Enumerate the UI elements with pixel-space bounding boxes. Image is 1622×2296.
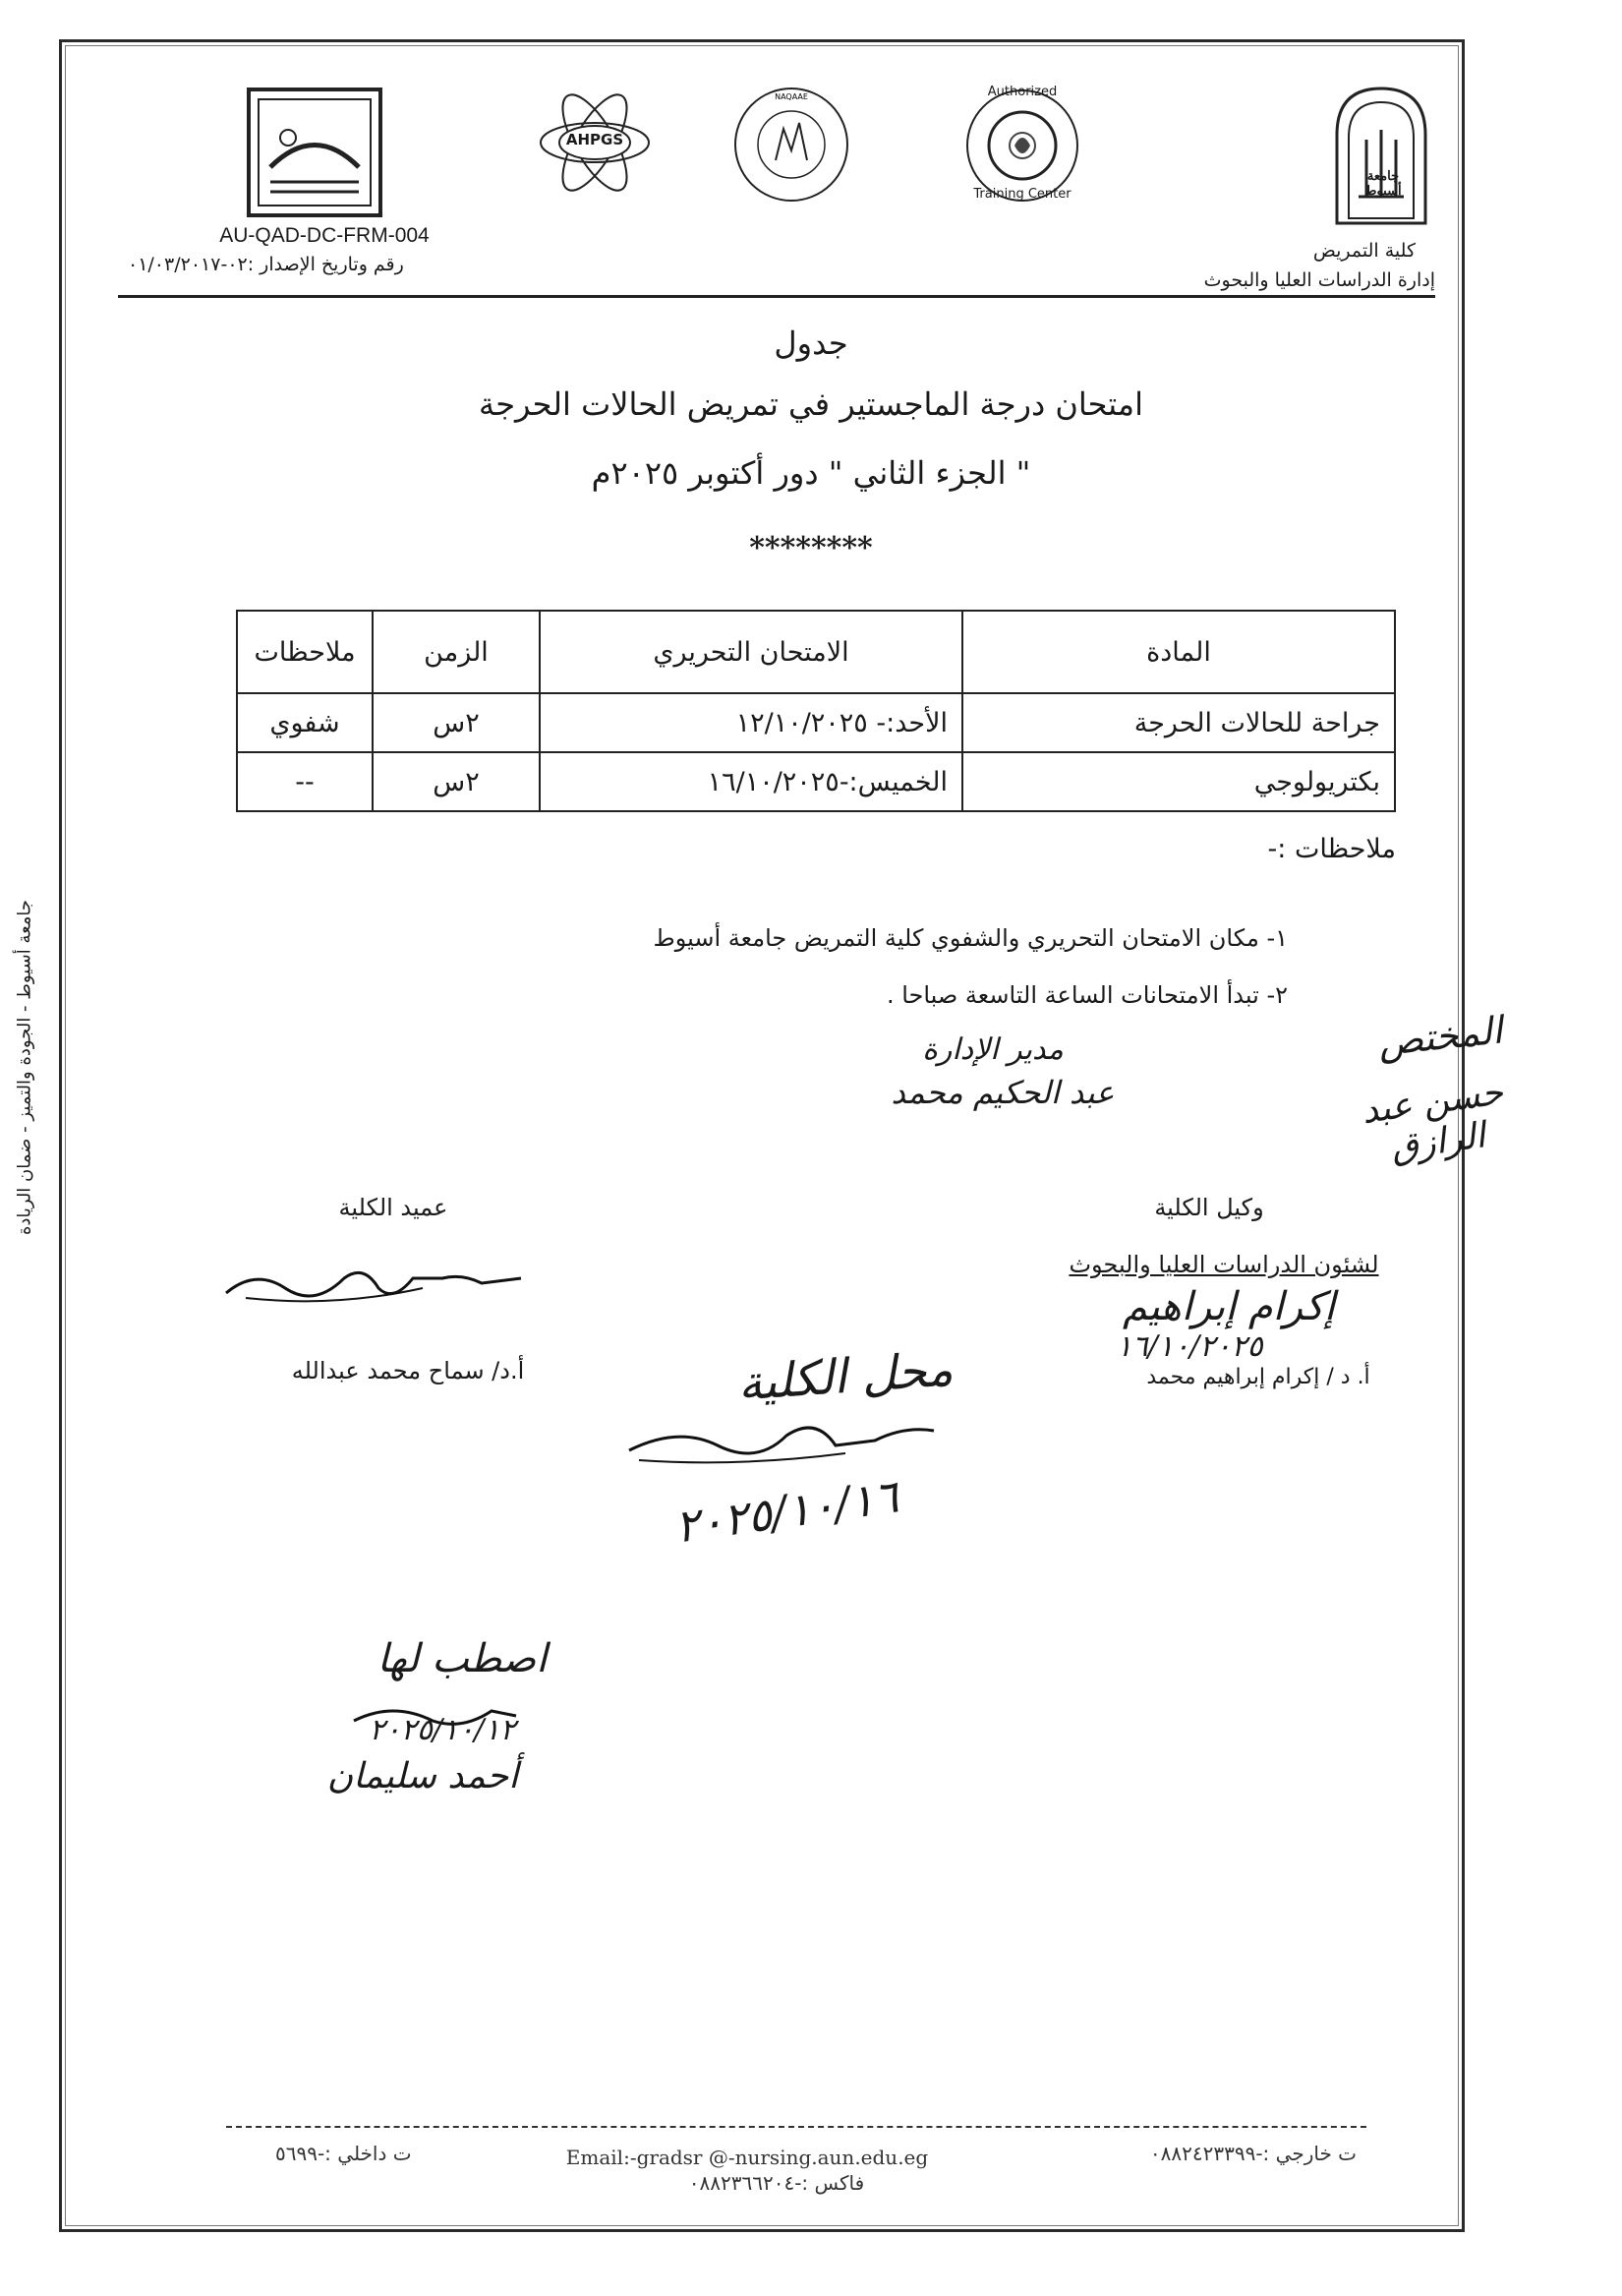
page-border-inner [65, 45, 1459, 2226]
table-row [237, 693, 1395, 752]
cell-notes: -- [237, 752, 373, 811]
handwritten-bottom-note: اصطب لها [377, 1636, 548, 1681]
vice-dean-title: وكيل الكلية [1154, 1194, 1264, 1221]
vice-dean-name: أ. د / إكرام إبراهيم محمد [1146, 1365, 1370, 1389]
handwritten-center-note: محل الكلية [735, 1341, 956, 1412]
note-item-2: ٢- تبدأ الامتحانات الساعة التاسعة صباحا . [886, 981, 1288, 1009]
header-written-exam: الامتحان التحريري [540, 611, 962, 693]
cell-duration: ٢س [373, 693, 540, 752]
title-schedule: جدول [774, 324, 848, 362]
side-text: جامعة أسيوط - الجودة والتميز - ضمان الريادة [14, 899, 35, 1236]
assiut-university-logo [1327, 81, 1435, 228]
dean-title: عميد الكلية [338, 1194, 448, 1221]
vice-dean-handwritten-name: إكرام إبراهيم [1122, 1284, 1336, 1329]
quality-assurance-seal-logo [241, 84, 388, 221]
footer-divider [226, 2126, 1366, 2128]
department-name: إدارة الدراسات العليا والبحوث [1203, 269, 1435, 291]
dean-signature [216, 1249, 531, 1318]
training-center-bottom-text: Training Center [973, 187, 1072, 202]
header-subject: المادة [962, 611, 1395, 693]
cell-exam-date: الخميس:-١٦/١٠/٢٠٢٥ [540, 752, 962, 811]
vice-dean-handwritten-date: ١٦/١٠/٢٠٢٥ [1116, 1329, 1263, 1364]
center-signature [619, 1406, 944, 1475]
notes-heading: ملاحظات :- [1267, 834, 1396, 864]
training-center-top-text: Authorized [987, 85, 1058, 99]
handwritten-responsible-title: المختص [1375, 1008, 1505, 1065]
note-item-1: ١- مكان الامتحان التحريري والشفوي كلية التمريض جامعة أسيوط [653, 924, 1288, 952]
dean-name: أ.د/ سماح محمد عبدالله [291, 1357, 525, 1384]
cell-subject: جراحة للحالات الحرجة [962, 693, 1395, 752]
faculty-name: كلية التمريض [1312, 240, 1416, 262]
cell-notes: شفوي [237, 693, 373, 752]
table-header-row [237, 611, 1395, 693]
form-code: AU-QAD-DC-FRM-004 [219, 224, 430, 247]
title-part: " الجزء الثاني " دور أكتوبر ٢٠٢٥م [591, 454, 1031, 492]
title-stars: ******** [749, 531, 873, 565]
cell-exam-date: الأحد:- ١٢/١٠/٢٠٢٥ [540, 693, 962, 752]
side-vertical-text [10, 846, 39, 1298]
footer-internal-phone: ت داخلي :-٥٦٩٩ [275, 2142, 412, 2165]
svg-text:NAQAAE: NAQAAE [775, 92, 808, 101]
vice-dean-subtitle: لشئون الدراسات العليا والبحوث [1069, 1251, 1379, 1278]
handwritten-admin-name: عبد الحكيم محمد [891, 1074, 1115, 1111]
header-divider [118, 295, 1435, 298]
title-exam: امتحان درجة الماجستير في تمريض الحالات الحرجة [479, 385, 1143, 423]
schedule-table [236, 610, 1396, 812]
footer-fax: فاكس :-٠٨٨٢٣٦٦٢٠٤ [688, 2171, 865, 2195]
header-duration: الزمن [373, 611, 540, 693]
issue-number-date: رقم وتاريخ الإصدار :٠٢-٠١/٠٣/٢٠١٧ [128, 254, 404, 275]
naqaae-logo [732, 84, 850, 206]
cell-subject: بكتريولوجي [962, 752, 1395, 811]
header-notes: ملاحظات [237, 611, 373, 693]
handwritten-responsible-name: حسن عبد الرازق [1359, 1072, 1506, 1169]
handwritten-bottom-date: ٢٠٢٥/١٠/١٢ [369, 1713, 516, 1747]
ahpgs-logo-text: AHPGS [565, 131, 624, 148]
handwritten-admin-title: مدير الإدارة [922, 1032, 1064, 1067]
university-logo-text: جامعة أسيوط [1364, 169, 1402, 199]
footer-external-phone: ت خارجي :-٠٨٨٢٤٢٣٣٩٩ [1149, 2142, 1357, 2165]
handwritten-center-date: ٢٠٢٥/١٠/١٦ [671, 1469, 901, 1554]
table-row [237, 752, 1395, 811]
footer-email: Email:-gradsr @-nursing.aun.edu.eg [565, 2146, 929, 2169]
cell-duration: ٢س [373, 752, 540, 811]
handwritten-bottom-name: أحمد سليمان [326, 1756, 519, 1796]
